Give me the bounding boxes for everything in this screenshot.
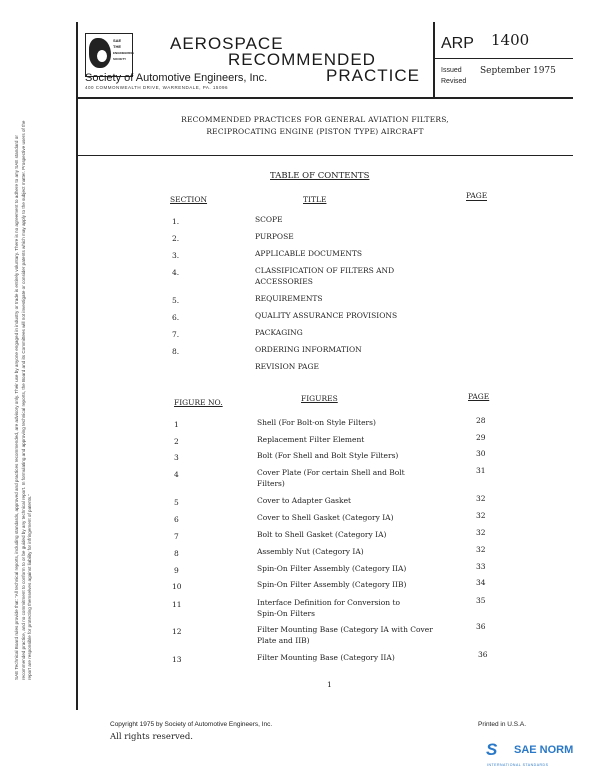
frame-left-border <box>76 22 78 710</box>
arp-box-divider <box>433 58 573 59</box>
figure-number: 9 <box>174 566 179 575</box>
section-number: 1. <box>172 217 180 226</box>
figure-page: 32 <box>476 528 486 537</box>
section-number: 3. <box>172 251 180 260</box>
figure-number: 8 <box>174 549 179 558</box>
figure-number: 6 <box>174 515 179 524</box>
header-title-practice: PRACTICE <box>326 66 420 85</box>
figure-number: 2 <box>174 437 179 446</box>
section-number: 8. <box>172 347 180 356</box>
figure-page: 32 <box>476 545 486 554</box>
figure-title: Spin-On Filter Assembly (Category IIA) <box>257 564 407 573</box>
figure-title: Filter Mounting Base (Category IA with Cover Plate and IIB) <box>257 625 433 645</box>
copyright-text: Copyright 1975 by Society of Automotive Engineers, Inc. <box>110 721 273 728</box>
figures-header: FIGURES <box>301 394 338 403</box>
section-title: REVISION PAGE <box>255 362 319 371</box>
figure-title: Cover to Adapter Gasket <box>257 496 352 505</box>
sae-logo <box>85 33 133 77</box>
figure-page: 32 <box>476 494 486 503</box>
figure-number-header: FIGURE NO. <box>174 398 223 407</box>
figure-title: Spin-On Filter Assembly (Category IIB) <box>257 580 407 589</box>
revised-label: Revised <box>441 78 467 85</box>
section-title: QUALITY ASSURANCE PROVISIONS <box>255 311 398 320</box>
figure-number: 1 <box>174 420 179 429</box>
figure-page: 35 <box>476 596 486 605</box>
figure-title: Filter Mounting Base (Category IIA) <box>257 653 395 662</box>
issued-label: Issued <box>441 67 462 74</box>
sae-norm-brand: SAE NORM <box>514 744 574 756</box>
figure-number: 7 <box>174 532 179 541</box>
sae-watermark-s-icon: S <box>486 740 498 759</box>
figure-number: 3 <box>174 453 179 462</box>
figure-page: 36 <box>476 622 486 631</box>
figure-page: 31 <box>476 466 486 475</box>
figure-page: 28 <box>476 416 486 425</box>
figure-page: 33 <box>476 562 486 571</box>
sae-logo-globe-icon <box>89 38 111 68</box>
society-address: 400 COMMONWEALTH DRIVE, WARRENDALE, PA. 15096 <box>85 85 228 90</box>
sae-norm-subtitle: INTERNATIONAL STANDARDS <box>487 763 549 767</box>
section-number: 6. <box>172 313 180 322</box>
figure-page: 36 <box>478 650 488 659</box>
figure-number: 12 <box>172 627 182 636</box>
section-title: REQUIREMENTS <box>255 294 323 303</box>
figure-number: 13 <box>172 655 182 664</box>
page-number: 1 <box>327 680 332 689</box>
advisory-side-note: SAE Technical Board rules provide that: "All technical reports, including standards, approved and practices recommended, are advisory only. Their use by anyone engaged in industry or trade is entirely voluntary. There is no agreement to adhere to any SAE standard or recommended practice, and no commitment to conform to or be guided by any technical report. In formulating and approving technical reports, the Board and its Committees will not investigate or consider patents which may apply to the subject matter. Prospective users of the report are responsible for protecting themselves against liability for infringement of patents." <box>14 120 32 680</box>
society-name: Society of Automotive Engineers, Inc. <box>85 72 268 84</box>
section-header: SECTION <box>170 195 208 204</box>
figure-title: Assembly Nut (Category IA) <box>257 547 364 556</box>
figure-page: 34 <box>476 578 486 587</box>
arp-box-left <box>433 22 435 98</box>
figure-page: 32 <box>476 511 486 520</box>
figure-page: 30 <box>476 449 486 458</box>
section-number: 7. <box>172 330 180 339</box>
section-number: 5. <box>172 296 180 305</box>
title-header: TITLE <box>303 195 327 204</box>
doc-type: ARP <box>441 35 474 52</box>
figure-page: 29 <box>476 433 486 442</box>
printed-in-text: Printed in U.S.A. <box>478 721 527 728</box>
page-header: PAGE <box>466 191 488 200</box>
figure-title: Cover Plate (For certain Shell and Bolt Filters) <box>257 468 405 488</box>
doc-title-line1: RECOMMENDED PRACTICES FOR GENERAL AVIATION FILTERS, <box>181 115 449 124</box>
issued-date: September 1975 <box>480 66 556 76</box>
figure-number: 10 <box>172 582 182 591</box>
doc-title-line2: RECIPROCATING ENGINE (PISTON TYPE) AIRCRAFT <box>206 127 424 136</box>
figure-title: Interface Definition for Conversion to Spin-On Filters <box>257 598 401 618</box>
doc-number: 1400 <box>491 31 530 49</box>
section-title: SCOPE <box>255 215 283 224</box>
figure-title: Replacement Filter Element <box>257 435 365 444</box>
figure-title: Shell (For Bolt-on Style Filters) <box>257 418 376 427</box>
section-title: PACKAGING <box>255 328 303 337</box>
section-title: APPLICABLE DOCUMENTS <box>255 249 363 258</box>
sae-logo-text: SAE THE ENGINEERING SOCIETY <box>113 38 135 61</box>
figure-number: 11 <box>172 600 182 609</box>
figure-title: Bolt (For Shell and Bolt Style Filters) <box>257 451 399 460</box>
toc-title: TABLE OF CONTENTS <box>270 171 370 181</box>
rights-reserved-text: All rights reserved. <box>110 732 193 742</box>
header-title-aerospace: AEROSPACE <box>170 34 284 53</box>
figures-page-header: PAGE <box>468 392 490 401</box>
figure-number: 5 <box>174 498 179 507</box>
figure-title: Cover to Shell Gasket (Category IA) <box>257 513 394 522</box>
figure-title: Bolt to Shell Gasket (Category IA) <box>257 530 387 539</box>
section-number: 4. <box>172 268 180 277</box>
title-divider <box>76 155 573 156</box>
section-number: 2. <box>172 234 180 243</box>
header-title-recommended: RECOMMENDED <box>228 50 376 69</box>
section-title: PURPOSE <box>255 232 294 241</box>
header-divider <box>76 97 573 99</box>
figure-number: 4 <box>174 470 179 479</box>
section-title: ORDERING INFORMATION <box>255 345 362 354</box>
section-title: CLASSIFICATION OF FILTERS AND ACCESSORIES <box>255 266 395 286</box>
